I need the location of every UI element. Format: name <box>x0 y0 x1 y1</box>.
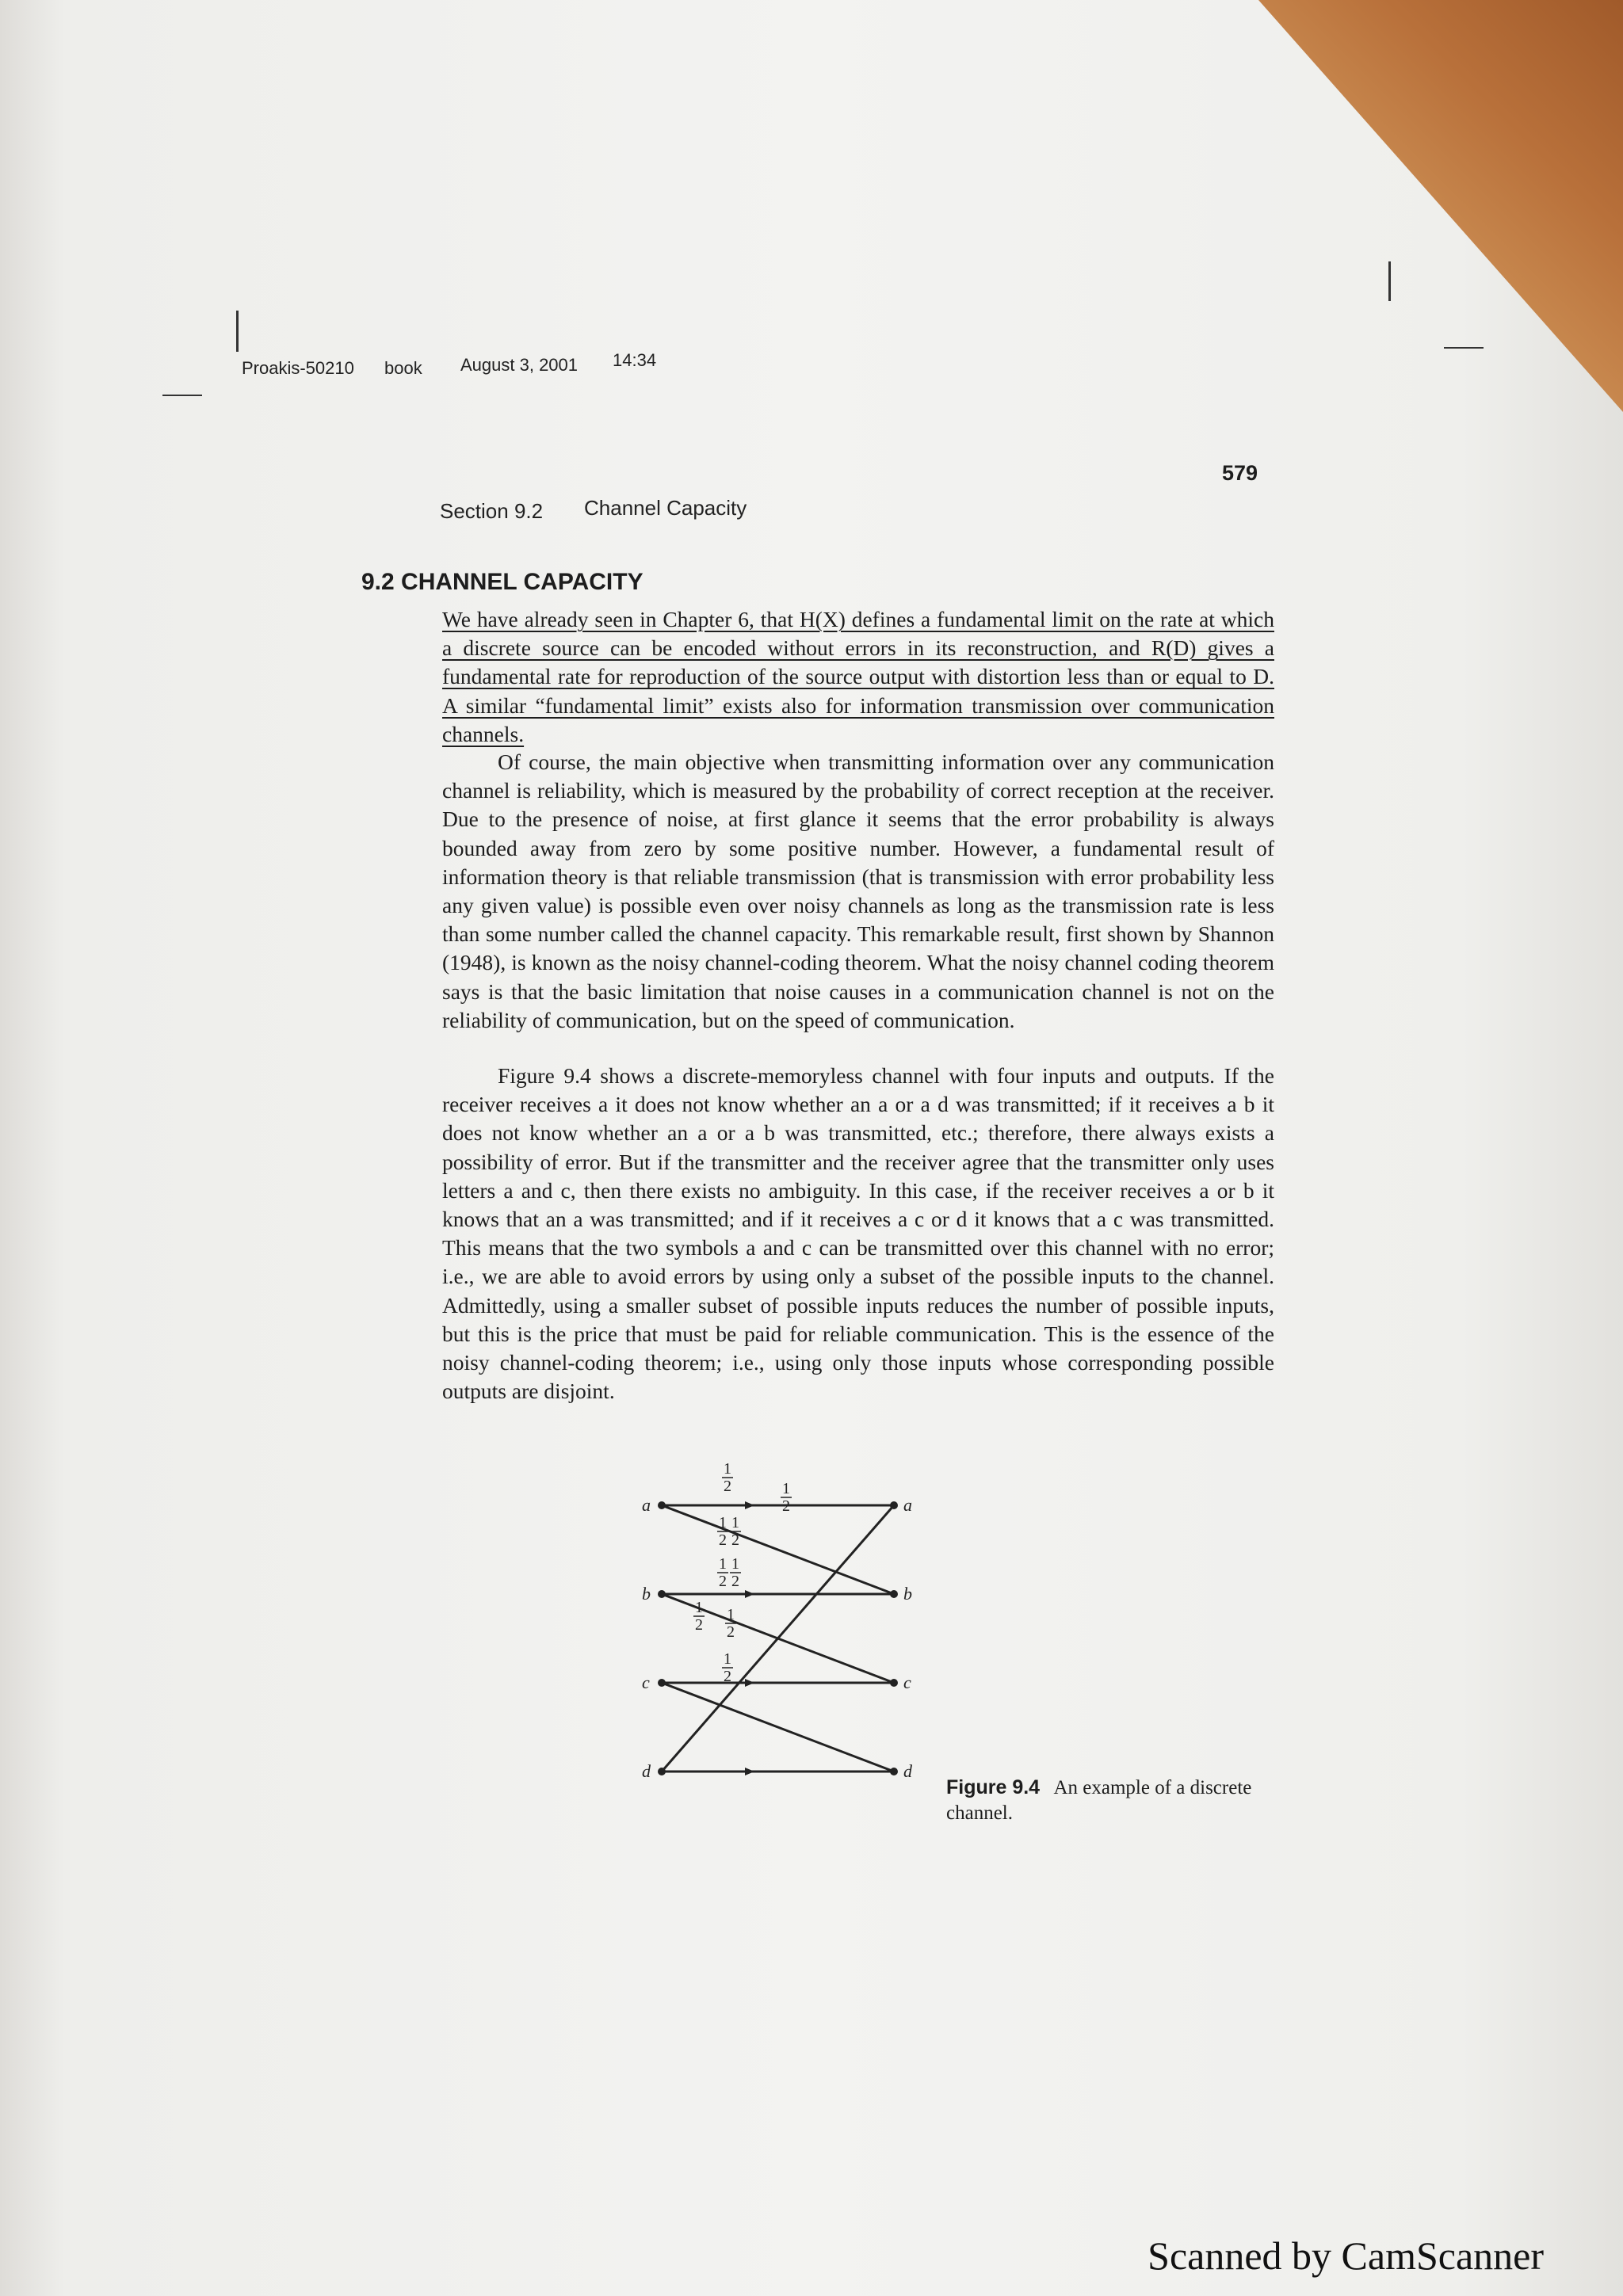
scan-mark <box>1388 261 1391 301</box>
header-file-id: Proakis-50210 <box>242 358 354 378</box>
fraction-denominator: 2 <box>724 1478 731 1495</box>
fraction-numerator: 1 <box>724 1650 731 1668</box>
running-head-section: Section 9.2 <box>440 499 544 523</box>
paragraph-3-text: Figure 9.4 shows a discrete-memoryless channel with four inputs and outputs. If the receiver receives a it does not know whether an a or a d was transmitted; if it receives a b it does not know whether an a or a b was transmitted, etc.; therefore, there always exists a possibility of error. But if the transmitter and the receiver agree that the transmitter only uses letters a and c, then there exists no ambiguity. In this case, if the receiver receives a or b it knows that an a was transmitted; and if it receives a c or d it knows that a c was transmitted. This means that the two symbols a and c can be transmitted over this channel with no error; i.e., we are able to avoid errors by using only a subset of the possible inputs to the channel. Admittedly, using a smaller subset of possible inputs reduces the number of possible inputs, but this is the price that must be paid for reliable communication. This is the essence of the noisy channel-coding theorem; i.e., using only those inputs whose corresponding possible outputs are disjoint. <box>442 1063 1274 1404</box>
fraction-denominator: 2 <box>719 1573 727 1590</box>
output-label-a: a <box>903 1495 912 1515</box>
input-label-c: c <box>642 1672 650 1692</box>
fraction-denominator: 2 <box>727 1623 735 1641</box>
header-date: August 3, 2001 <box>460 355 579 375</box>
input-node-c <box>658 1679 666 1687</box>
header-time: 14:34 <box>613 350 657 370</box>
input-node-a <box>658 1501 666 1509</box>
fraction-denominator: 2 <box>724 1668 731 1685</box>
figure-caption-label: Figure 9.4 <box>946 1776 1041 1798</box>
section-title: 9.2 CHANNEL CAPACITY <box>361 569 643 595</box>
edge-a-b <box>662 1505 894 1594</box>
header-type: book <box>384 358 422 378</box>
fraction-numerator: 1 <box>719 1514 727 1531</box>
input-node-d <box>658 1768 666 1775</box>
input-label-d: d <box>642 1761 651 1781</box>
edge-d-a <box>662 1505 894 1772</box>
fraction-numerator: 1 <box>731 1514 739 1531</box>
page-number: 579 <box>1222 461 1258 485</box>
output-label-d: d <box>903 1761 912 1781</box>
paragraph-3 <box>442 1062 1274 1405</box>
output-label-b: b <box>903 1584 912 1604</box>
fraction-numerator: 1 <box>724 1460 731 1478</box>
arrow-head <box>745 1768 754 1775</box>
arrow-head <box>745 1679 754 1687</box>
paragraph-2 <box>442 748 1274 1035</box>
fraction-numerator: 1 <box>695 1599 703 1616</box>
watermark: Scanned by CamScanner <box>1148 2233 1544 2278</box>
output-node-d <box>890 1768 898 1775</box>
fraction-denominator: 2 <box>731 1531 739 1549</box>
arrow-head <box>745 1501 754 1509</box>
fraction-denominator: 2 <box>719 1531 727 1549</box>
channel-diagram <box>626 1458 943 1830</box>
figure-caption-text: An example of a discrete channel. <box>946 1777 1252 1824</box>
edge-c-d <box>662 1683 894 1772</box>
arrow-head <box>745 1590 754 1598</box>
output-label-c: c <box>903 1672 911 1692</box>
scan-mark <box>162 395 202 396</box>
input-label-b: b <box>642 1584 651 1604</box>
output-node-a <box>890 1501 898 1509</box>
paragraph-1-text: We have already seen in Chapter 6, that H(X) defines a fundamental limit on the rate at which a discrete source can be encoded without errors in its reconstruction, and R(D) gives a fundamental rate for reproduction of the source output with distortion less than or equal to D. A similar “fundamental limit” exists also for information transmission over communication channels. <box>442 607 1274 746</box>
scan-mark <box>236 311 239 352</box>
paragraph-1 <box>442 605 1274 749</box>
output-node-c <box>890 1679 898 1687</box>
scan-mark <box>1444 347 1484 349</box>
fraction-numerator: 1 <box>731 1555 739 1573</box>
paragraph-2-text: Of course, the main objective when transmitting information over any communication channel is reliability, which is measured by the probability of correct reception at the receiver. Due to the presence of noise, at first glance it seems that the error probability is always bounded away from zero by some positive number. However, a fundamental result of information theory is that reliable transmission (that is transmission with error probability less any given value) is possible even over noisy channels as long as the transmission rate is less than some number called the channel capacity. This remarkable result, first shown by Shannon (1948), is known as the noisy channel-coding theorem. What the noisy channel coding theorem says is that the basic limitation that noise causes in a communication channel is not on the reliability of communication, but on the speed of communication. <box>442 749 1274 1032</box>
fraction-denominator: 2 <box>782 1497 790 1515</box>
input-node-b <box>658 1590 666 1598</box>
fraction-numerator: 1 <box>727 1606 735 1623</box>
running-head-title: Channel Capacity <box>584 496 747 520</box>
fraction-denominator: 2 <box>731 1573 739 1590</box>
figure-caption <box>946 1775 1279 1826</box>
fraction-numerator: 1 <box>719 1555 727 1573</box>
output-node-b <box>890 1590 898 1598</box>
fraction-numerator: 1 <box>782 1480 790 1497</box>
page-fold-corner <box>1258 0 1623 412</box>
input-label-a: a <box>642 1495 651 1515</box>
fraction-denominator: 2 <box>695 1616 703 1634</box>
